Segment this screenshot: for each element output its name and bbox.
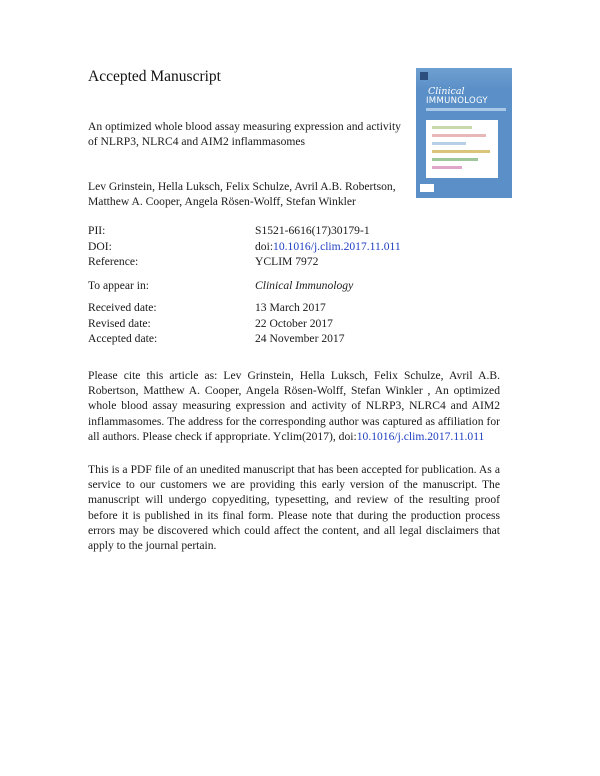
doi-value	[255, 240, 401, 253]
accepted-date-label: Accepted date:	[88, 332, 158, 345]
reference-label: Reference:	[88, 255, 139, 268]
doi-label: DOI:	[88, 240, 112, 253]
cover-figure-row	[432, 126, 472, 129]
cover-figure-panel	[426, 120, 498, 178]
page-heading: Accepted Manuscript	[88, 68, 221, 85]
authors-line-2: Matthew A. Cooper, Angela Rösen-Wolff, Stefan Winkler	[88, 195, 356, 208]
cover-brand-line2: IMMUNOLOGY	[426, 96, 488, 106]
citation-paragraph	[88, 368, 500, 444]
author-list	[88, 179, 408, 209]
cover-figure-row	[432, 150, 490, 153]
disclaimer-paragraph: This is a PDF file of an unedited manuscript that has been accepted for publication. As a service to our customers we are providing this early version of the manuscript. The manuscript will undergo copyediting, typesetting, and review of the resulting proof before it is published in its final form. Please note that during the production process errors may be discovered which could affect the content, and all legal disclaimers that apply to the journal pertain.	[88, 463, 500, 553]
doi-prefix: doi:	[255, 240, 274, 253]
article-title: An optimized whole blood assay measuring expression and activity of NLRP3, NLRC4 and AIM2 inflammasomes	[88, 120, 401, 148]
cover-publisher-logo	[420, 184, 434, 192]
appear-in-label: To appear in:	[88, 279, 149, 292]
cover-figure-row	[432, 166, 462, 169]
revised-date-value: 22 October 2017	[255, 317, 333, 330]
cover-figure-row	[432, 134, 486, 137]
received-date-label: Received date:	[88, 301, 157, 314]
cover-corner-logo	[420, 72, 428, 80]
journal-cover-image	[416, 68, 512, 198]
accepted-date-value: 24 November 2017	[255, 332, 345, 345]
pii-label: PII:	[88, 224, 106, 237]
citation-doi-link[interactable]: 10.1016/j.clim.2017.11.011	[356, 429, 485, 443]
doi-link[interactable]: 10.1016/j.clim.2017.11.011	[273, 240, 401, 253]
cover-figure-row	[432, 142, 466, 145]
citation-text: Please cite this article as: Lev Grinstein, Hella Luksch, Felix Schulze, Avril A.B. Robertson, Matthew A. Cooper, Angela Rösen-Wolff, Stefan Winkler , An optimized whole blood assay measuring expression and activity of NLRP3, NLRC4 and AIM2 inflammasomes. The address for the corresponding author was captured as affiliation for all authors. Please check if appropriate. Yclim(2017), doi:	[88, 369, 500, 443]
received-date-value: 13 March 2017	[255, 301, 326, 314]
cover-subtitle-bar	[426, 108, 506, 111]
revised-date-label: Revised date:	[88, 317, 151, 330]
authors-line-1: Lev Grinstein, Hella Luksch, Felix Schulze, Avril A.B. Robertson,	[88, 180, 396, 193]
pii-value: S1521-6616(17)30179-1	[255, 224, 370, 237]
reference-value: YCLIM 7972	[255, 255, 319, 268]
appear-in-value: Clinical Immunology	[255, 279, 354, 292]
cover-brand-line1: Clinical	[428, 86, 465, 97]
cover-figure-row	[432, 158, 478, 161]
